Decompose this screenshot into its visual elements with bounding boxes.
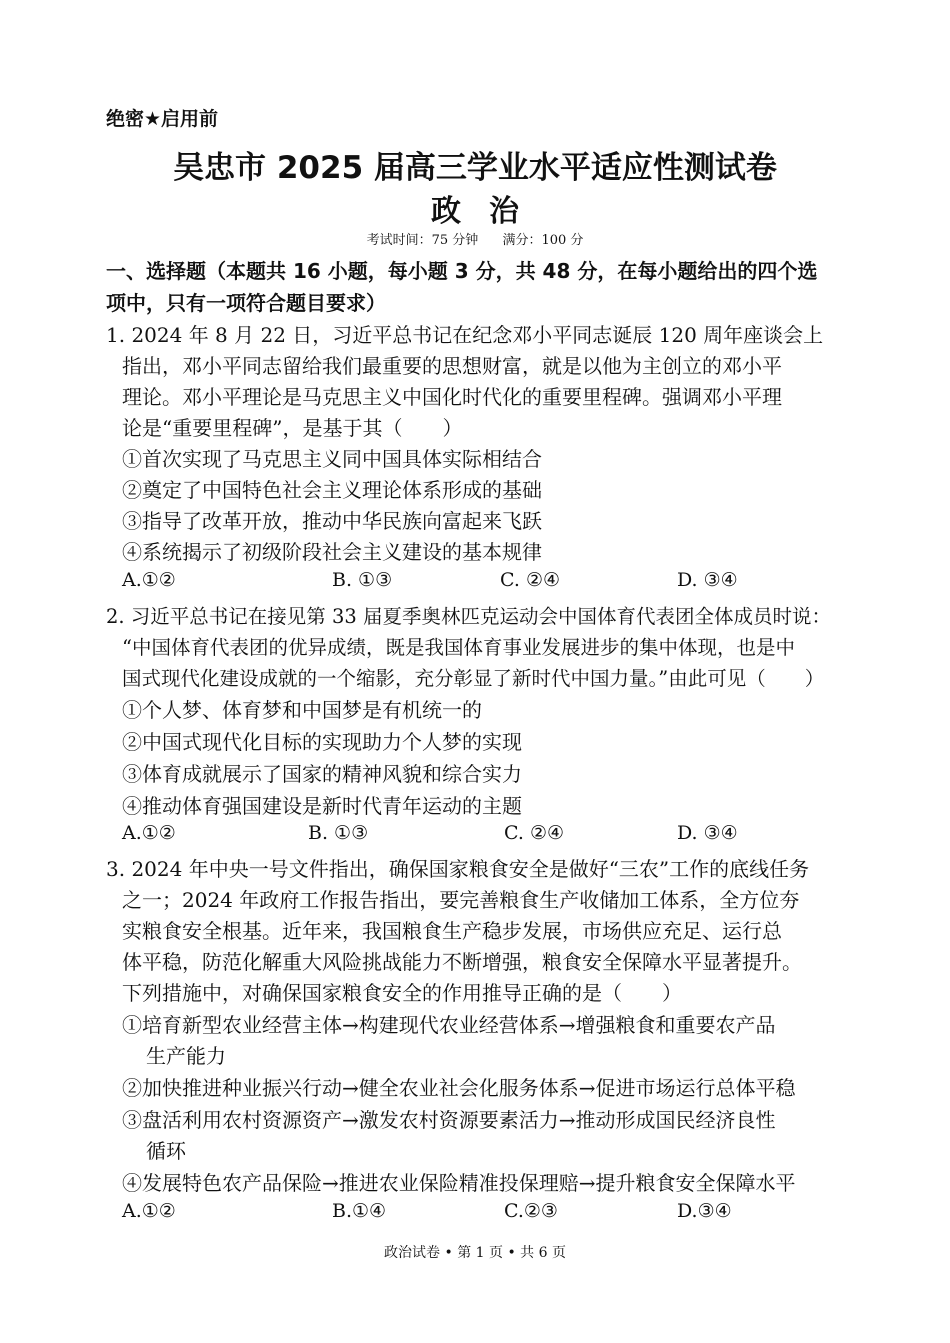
exam-score: 满分：100 分 [502,233,584,248]
q1-line: 论是“重要里程碑”，是基于其（ ） [122,416,463,440]
q1-choice: ③指导了改革开放，推动中华民族向富起来飞跃 [122,509,542,533]
section-heading-line2: 项中，只有一项符合题目要求） [106,291,386,315]
q3-option-a: A.①② [122,1200,176,1222]
confidential-label: 绝密★启用前 [106,108,219,130]
q1-line: 理论。邓小平理论是马克思主义中国化时代化的重要里程碑。强调邓小平理 [122,385,782,409]
q3-line: 3. 2024 年中央一号文件指出，确保国家粮食安全是做好“三农”工作的底线任务 [106,857,810,881]
q3-choice: ④发展特色农产品保险→推进农业保险精准投保理赔→提升粮食安全保障水平 [122,1171,796,1195]
q2-line: “中国体育代表团的优异成绩，既是我国体育事业发展进步的集中体现，也是中 [122,636,795,659]
q3-line: 之一；2024 年政府工作报告指出，要完善粮食生产收储加工体系，全方位夯 [122,888,800,912]
q1-option-a: A.①② [122,569,176,591]
q3-choice: ①培育新型农业经营主体→构建现代农业经营体系→增强粮食和重要农产品 [122,1013,776,1037]
q1-option-c: C. ②④ [500,569,561,591]
q2-line: 2. 习近平总书记在接见第 33 届夏季奥林匹克运动会中国体育代表团全体成员时说： [106,605,832,628]
q1-line: 指出，邓小平同志留给我们最重要的思想财富，就是以他为主创立的邓小平 [122,354,782,378]
q3-option-c: C.②③ [504,1200,558,1222]
page-footer: 政治试卷 • 第 1 页 • 共 6 页 [384,1245,566,1261]
q3-option-b: B.①④ [332,1200,387,1222]
q3-line: 实粮食安全根基。近年来，我国粮食生产稳步发展，市场供应充足、运行总 [122,919,782,943]
q3-option-d: D.③④ [677,1200,732,1222]
q3-choice: ②加快推进种业振兴行动→健全农业社会化服务体系→促进市场运行总体平稳 [122,1076,796,1100]
exam-title: 吴忠市 2025 届高三学业水平适应性测试卷 [173,150,777,186]
q3-choice-cont: 循环 [146,1139,186,1163]
q1-line: 1. 2024 年 8 月 22 日，习近平总书记在纪念邓小平同志诞辰 120 周年座谈会上 [106,323,824,347]
q2-option-d: D. ③④ [677,822,738,844]
q1-choice: ④系统揭示了初级阶段社会主义建设的基本规律 [122,540,542,564]
q2-choice: ②中国式现代化目标的实现助力个人梦的实现 [122,730,522,754]
q2-option-a: A.①② [122,822,176,844]
q3-line: 下列措施中，对确保国家粮食安全的作用推导正确的是（ ） [122,981,682,1005]
q2-option-b: B. ①③ [308,822,369,844]
q1-option-b: B. ①③ [332,569,393,591]
q2-line: 国式现代化建设成就的一个缩影，充分彰显了新时代中国力量。”由此可见（ ） [122,667,825,690]
exam-time: 考试时间：75 分钟 [366,233,479,248]
q2-choice: ①个人梦、体育梦和中国梦是有机统一的 [122,698,482,722]
q2-choice: ④推动体育强国建设是新时代青年运动的主题 [122,794,522,818]
q2-choice: ③体育成就展示了国家的精神风貌和综合实力 [122,762,522,786]
subject-title: 政治 [431,194,547,229]
q1-choice: ①首次实现了马克思主义同中国具体实际相结合 [122,447,542,471]
section-heading-line1: 一、选择题（本题共 16 小题，每小题 3 分，共 48 分，在每小题给出的四个选 [106,259,818,283]
q2-option-c: C. ②④ [504,822,565,844]
q3-choice-cont: 生产能力 [146,1044,226,1068]
exam-meta [0,229,950,248]
q3-line: 体平稳，防范化解重大风险挑战能力不断增强，粮食安全保障水平显著提升。 [122,950,802,974]
q1-choice: ②奠定了中国特色社会主义理论体系形成的基础 [122,478,542,502]
q1-option-d: D. ③④ [677,569,738,591]
q3-choice: ③盘活利用农村资源资产→激发农村资源要素活力→推动形成国民经济良性 [122,1108,776,1132]
